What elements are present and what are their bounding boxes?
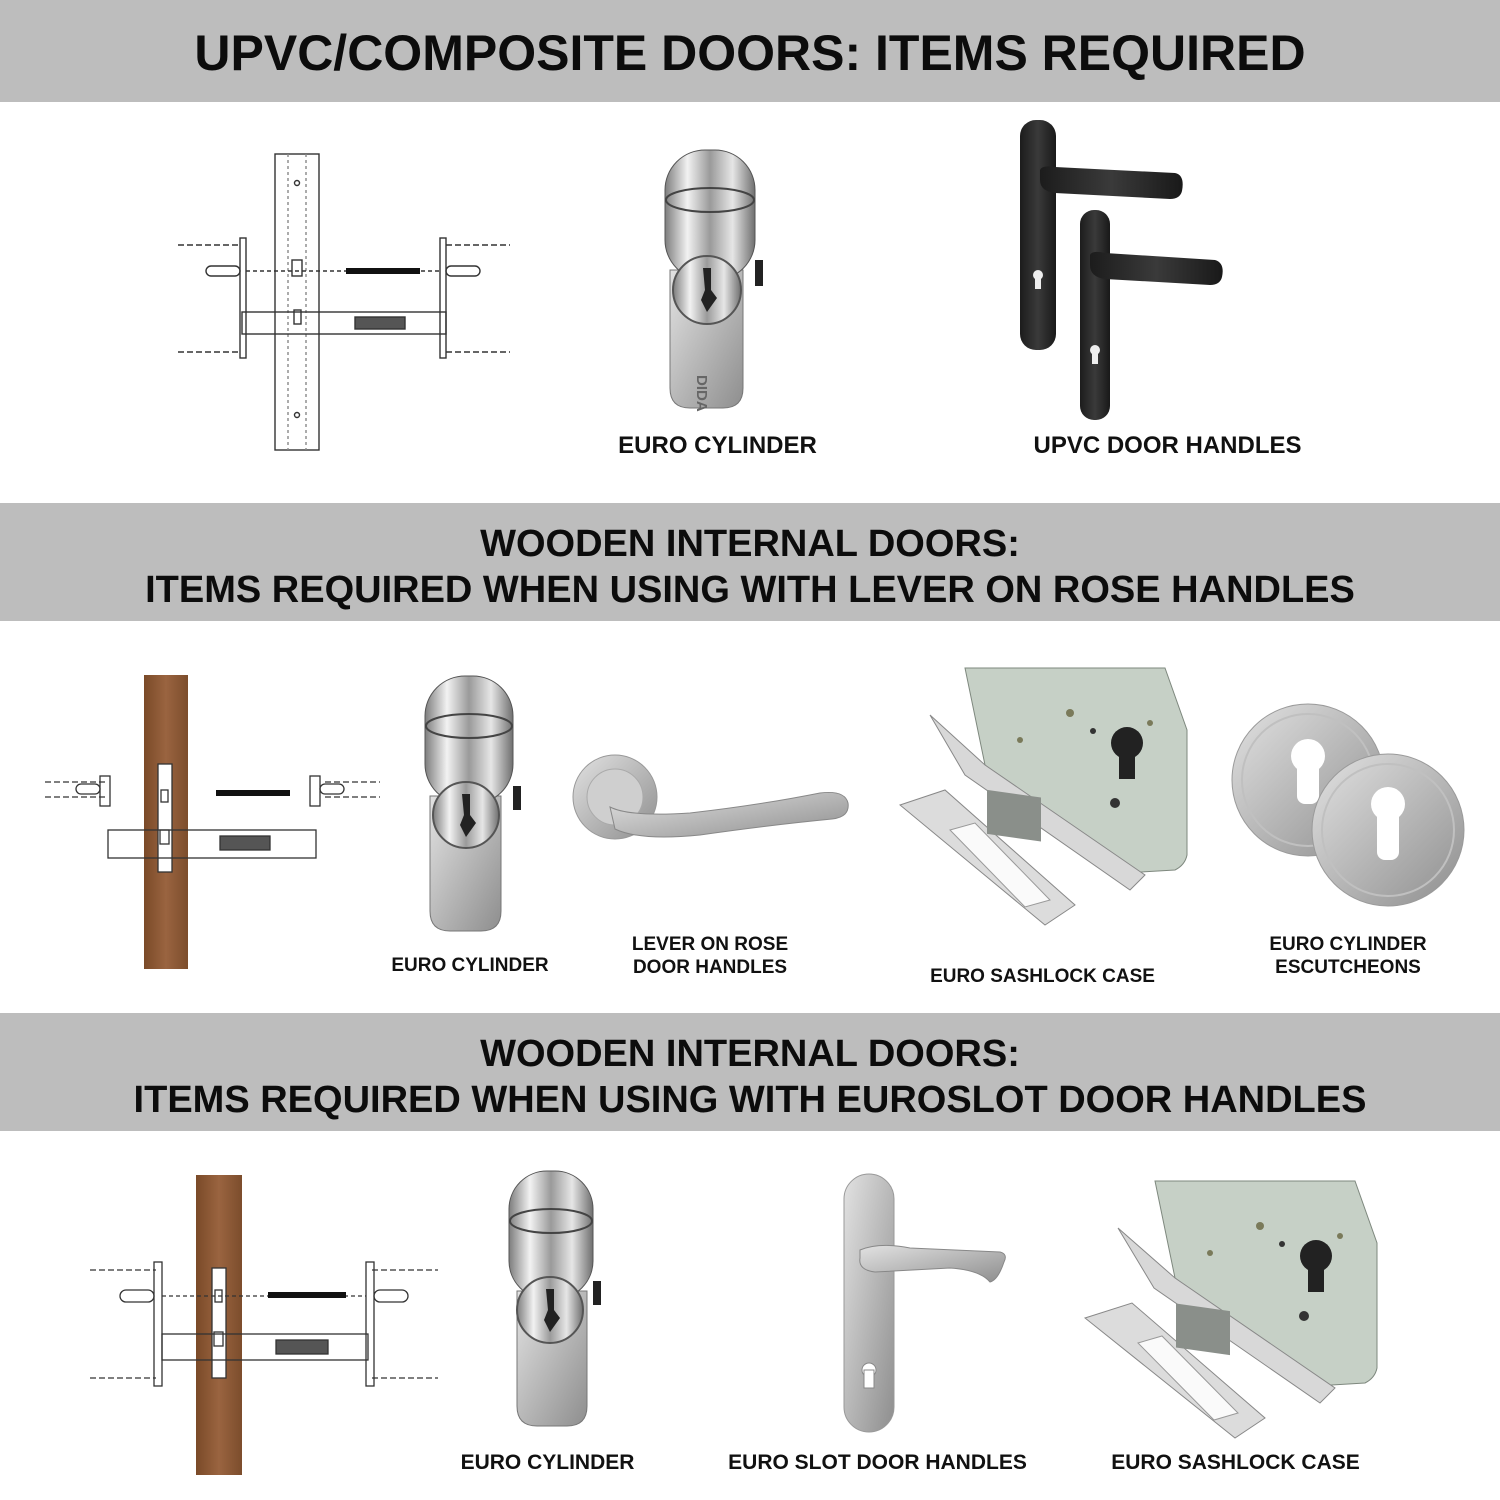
item-label-lever-on-rose-line-2: DOOR HANDLES	[632, 957, 788, 978]
section-1-header	[0, 0, 1500, 102]
item-label-lever-on-rose-line-1: LEVER ON ROSE	[631, 934, 789, 955]
section-2-title-line-2: ITEMS REQUIRED WHEN USING WITH LEVER ON ROSE HANDLES	[145, 569, 1355, 611]
item-label-escutcheons-line-2: ESCUTCHEONS	[1275, 957, 1421, 978]
euro-slot-door-handle-image	[840, 1170, 1010, 1435]
item-label-euro-cylinder: EURO CYLINDER	[460, 1451, 635, 1474]
item-label-upvc-door-handles: UPVC DOOR HANDLES	[1033, 432, 1302, 459]
item-label-escutcheons-line-1: EURO CYLINDER	[1269, 934, 1427, 955]
item-label-euro-slot-door-handles: EURO SLOT DOOR HANDLES	[728, 1451, 1027, 1474]
item-label-euro-sashlock-case: EURO SASHLOCK CASE	[1111, 1451, 1360, 1474]
brand-mark: DIDA	[693, 375, 710, 412]
escutcheons-image	[1228, 700, 1468, 910]
section-2-title-line-1: WOODEN INTERNAL DOORS:	[480, 523, 1020, 565]
section-1-title: UPVC/COMPOSITE DOORS: ITEMS REQUIRED	[194, 25, 1306, 81]
lever-rose-door-diagram	[40, 672, 385, 972]
euroslot-door-diagram	[88, 1172, 443, 1478]
section-3-title-line-2: ITEMS REQUIRED WHEN USING WITH EUROSLOT DOOR HANDLES	[133, 1079, 1367, 1121]
item-label-euro-cylinder: EURO CYLINDER	[618, 432, 817, 459]
section-3-header	[0, 1013, 1500, 1131]
upvc-door-handles-image	[1010, 115, 1240, 425]
upvc-door-diagram	[170, 150, 520, 455]
item-label-escutcheons	[1228, 933, 1468, 979]
section-3-title-line-1: WOODEN INTERNAL DOORS:	[480, 1033, 1020, 1075]
item-label-euro-cylinder: EURO CYLINDER	[391, 955, 549, 976]
sashlock-case-image	[895, 665, 1195, 930]
euro-cylinder-image	[415, 668, 525, 933]
euro-cylinder-image	[655, 140, 770, 410]
item-label-euro-sashlock-case: EURO SASHLOCK CASE	[930, 966, 1155, 987]
section-2-header	[0, 503, 1500, 621]
euro-cylinder-image	[495, 1163, 610, 1428]
item-label-lever-on-rose	[590, 933, 830, 979]
sashlock-case-image	[1080, 1178, 1380, 1443]
lever-on-rose-handle-image	[570, 745, 855, 855]
